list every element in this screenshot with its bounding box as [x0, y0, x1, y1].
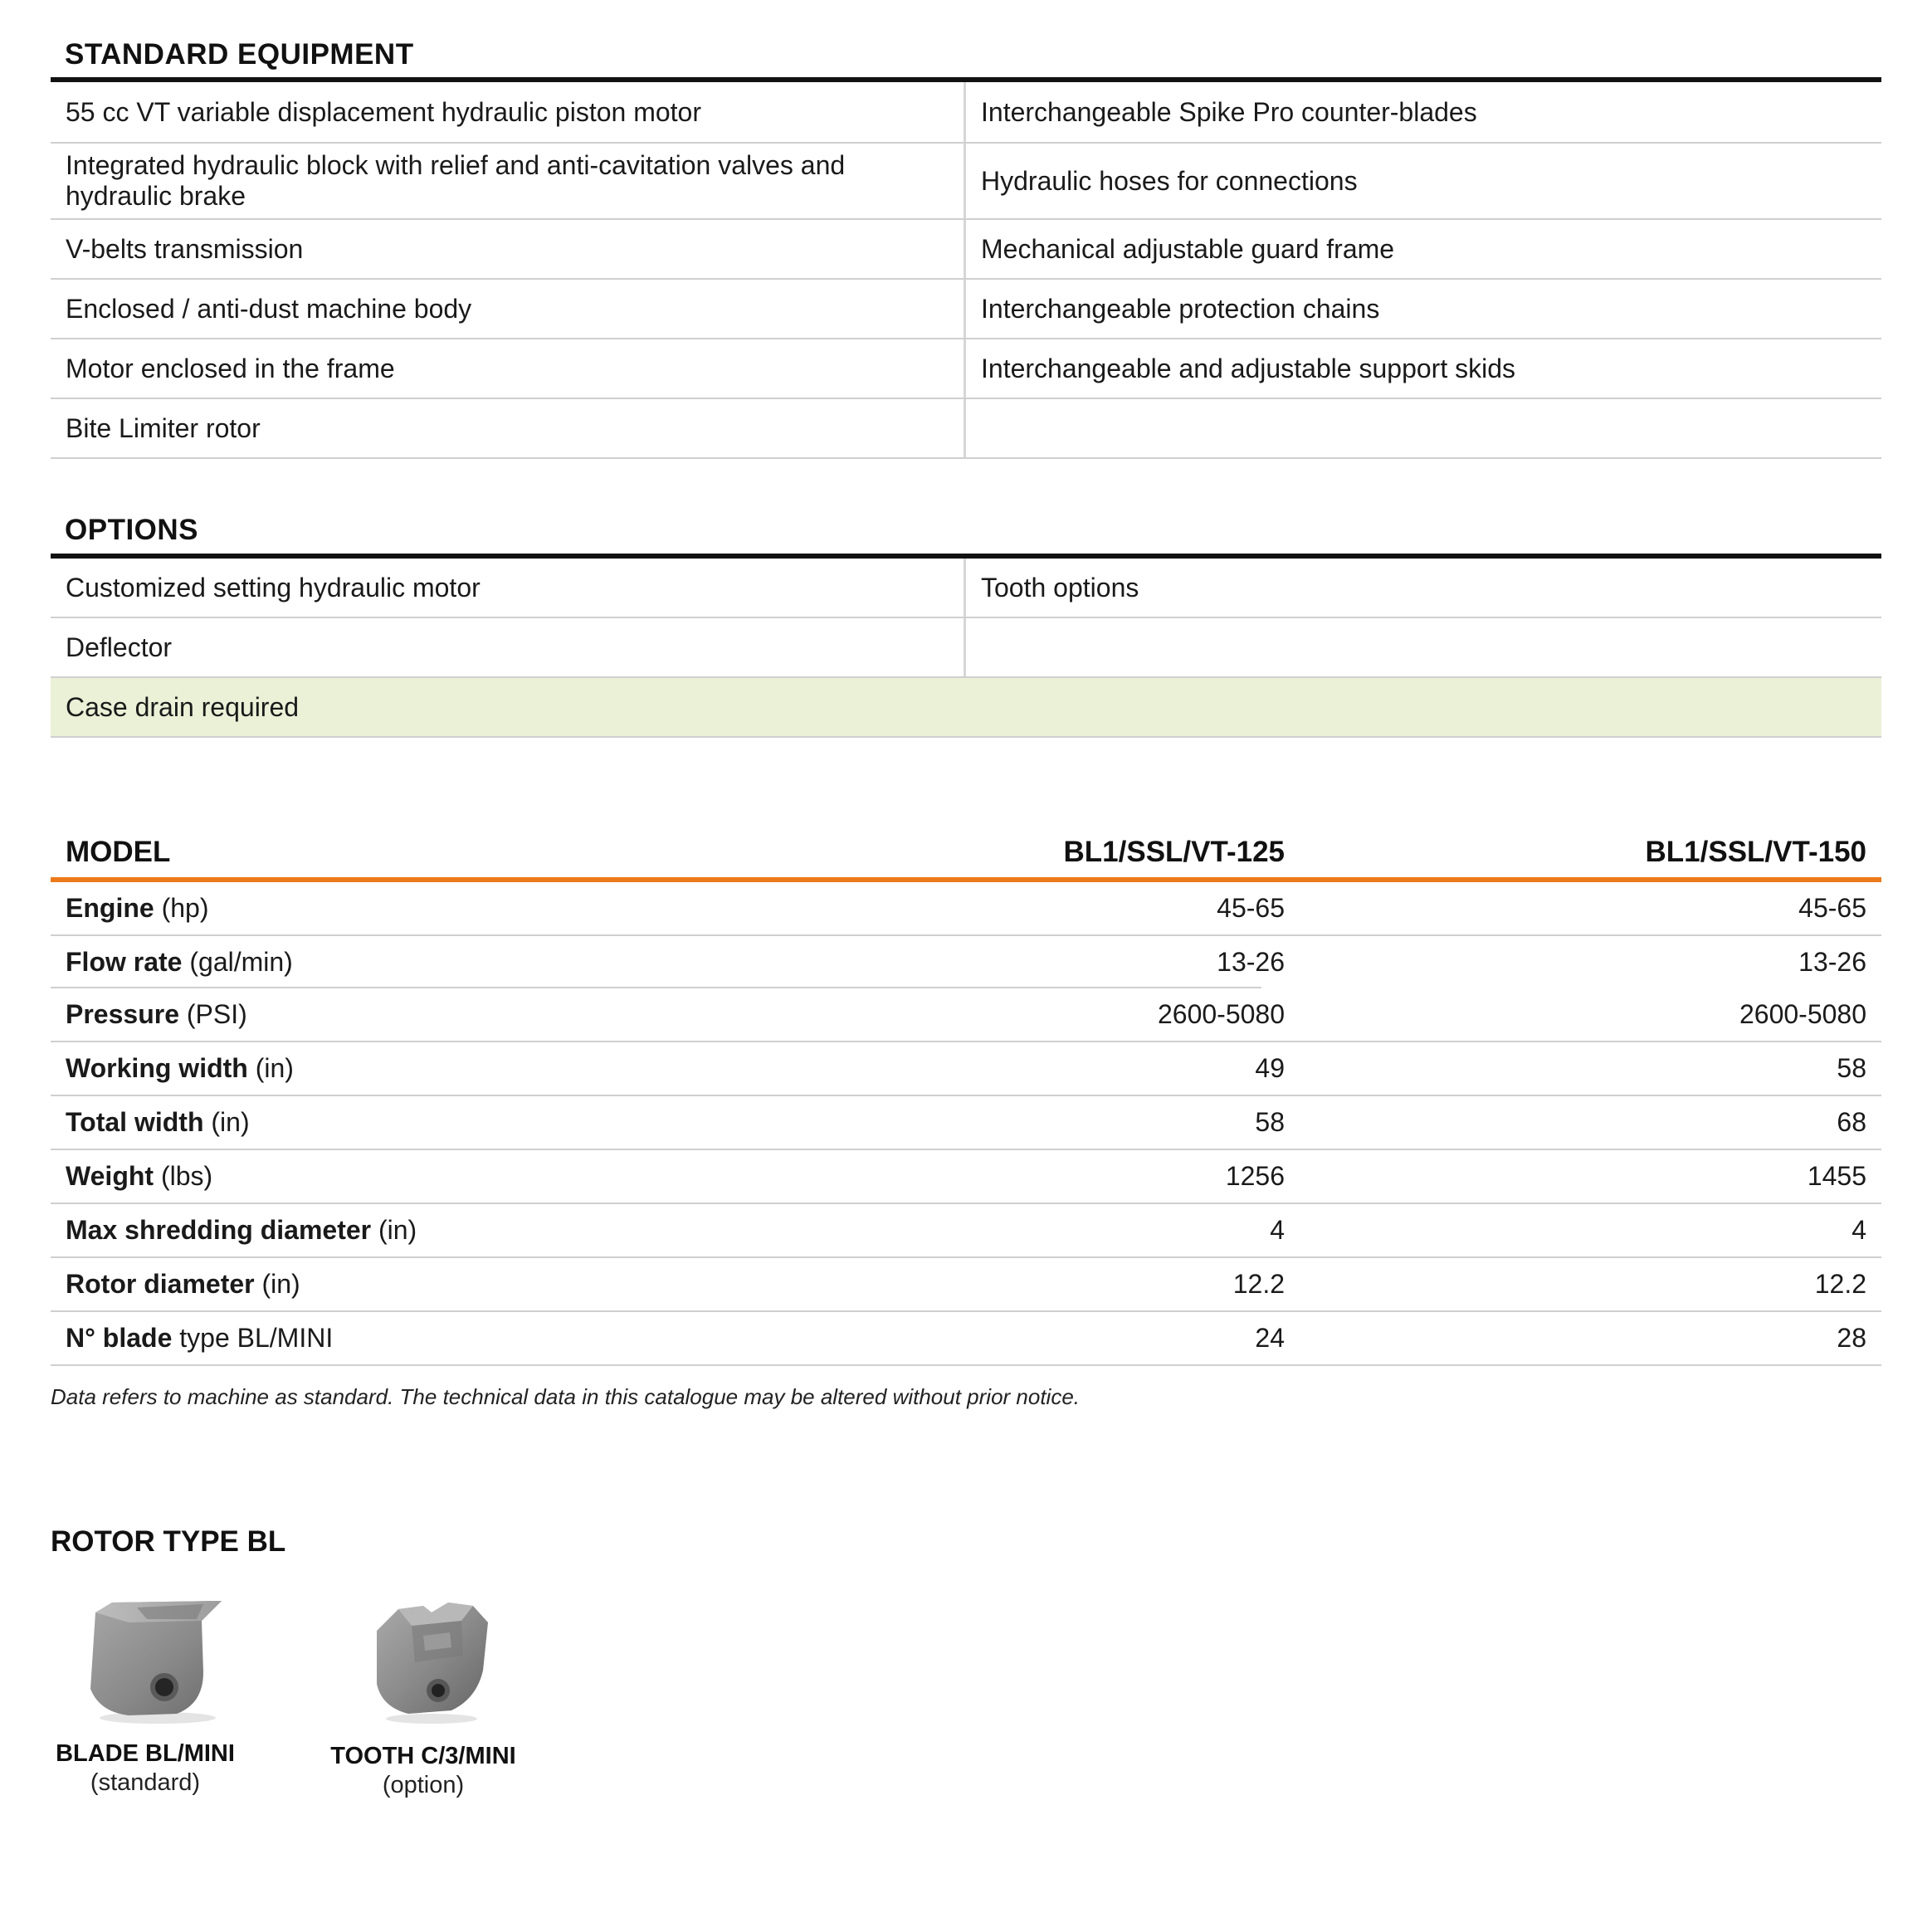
- model-b-header: BL1/SSL/VT-150: [1645, 836, 1866, 868]
- spec-value-b: 28: [1837, 1323, 1866, 1353]
- table-row: [51, 1042, 1881, 1096]
- spec-value-b: 58: [1837, 1053, 1866, 1083]
- spec-value-a: 49: [1255, 1053, 1285, 1083]
- spec-value-a: 1256: [1225, 1161, 1285, 1191]
- model-a-header: BL1/SSL/VT-125: [1063, 836, 1285, 868]
- spec-label: [51, 999, 964, 1030]
- list-item: Integrated hydraulic block with relief and anti-cavitation valves and hydraulic brake: [51, 144, 966, 218]
- spec-value-a: 58: [1255, 1107, 1285, 1137]
- options-list: [51, 554, 1881, 738]
- spec-unit: (in): [203, 1107, 250, 1137]
- spec-value-b: 4: [1852, 1215, 1866, 1245]
- table-row: [51, 1096, 1881, 1150]
- spec-name: Total width: [66, 1107, 204, 1137]
- spec-label: [51, 1269, 964, 1300]
- list-row: [51, 618, 1881, 678]
- model-header: MODEL: [66, 836, 171, 868]
- case-drain-notice: [51, 678, 1881, 738]
- disclaimer-note: Data refers to machine as standard. The technical data in this catalogue may be altered without prior notice.: [51, 1384, 1081, 1409]
- spec-label: [51, 1215, 964, 1246]
- spec-label: [51, 893, 964, 924]
- table-row: [51, 988, 1881, 1042]
- list-item: 55 cc VT variable displacement hydraulic piston motor: [51, 82, 966, 142]
- spec-label: [51, 1053, 964, 1084]
- list-item: Interchangeable protection chains: [981, 293, 1380, 324]
- part-sub: (standard): [90, 1769, 201, 1796]
- list-item: Hydraulic hoses for connections: [981, 165, 1358, 196]
- tooth-image: [365, 1598, 494, 1726]
- list-row: [51, 82, 1881, 144]
- spec-value-a: 4: [1270, 1215, 1285, 1245]
- spec-label: [51, 1107, 964, 1138]
- table-row: [51, 882, 1881, 936]
- standard-equipment-list: [51, 77, 1881, 459]
- blade-part: [33, 1740, 257, 1797]
- list-item: [966, 618, 1881, 676]
- table-row: [51, 1204, 1881, 1258]
- spec-label: [51, 1323, 964, 1354]
- part-name: TOOTH C/3/MINI: [330, 1743, 516, 1769]
- list-item: Motor enclosed in the frame: [51, 339, 966, 398]
- tooth-part: [311, 1743, 535, 1799]
- list-row: [51, 559, 1881, 618]
- part-name: BLADE BL/MINI: [56, 1740, 235, 1767]
- list-row: [51, 280, 1881, 339]
- spec-value-b: 1455: [1807, 1161, 1866, 1191]
- list-item: Bite Limiter rotor: [51, 399, 966, 457]
- spec-unit: (lbs): [154, 1161, 213, 1191]
- table-row: [51, 1258, 1881, 1312]
- spec-name: Pressure: [66, 999, 179, 1029]
- list-item: Case drain required: [66, 691, 300, 722]
- spec-name: Engine: [66, 893, 154, 923]
- spec-name: Flow rate: [66, 947, 183, 977]
- spec-table-header: [51, 826, 1881, 882]
- spec-unit: type BL/MINI: [172, 1323, 334, 1353]
- list-item: [966, 399, 1881, 457]
- part-sub: (option): [382, 1772, 465, 1798]
- rotor-type-title: ROTOR TYPE BL: [51, 1525, 286, 1558]
- standard-equipment-title: STANDARD EQUIPMENT: [65, 38, 414, 71]
- list-item: Tooth options: [981, 572, 1139, 603]
- spec-label: [51, 1161, 964, 1192]
- list-item: V-belts transmission: [51, 220, 966, 278]
- spec-value-b: 68: [1837, 1107, 1866, 1137]
- spec-name: Max shredding diameter: [66, 1215, 372, 1245]
- blade-image: [79, 1598, 228, 1726]
- spec-value-b: 45-65: [1798, 893, 1866, 923]
- spec-table: [51, 826, 1881, 1366]
- list-item: Customized setting hydraulic motor: [51, 559, 966, 617]
- options-title: OPTIONS: [65, 514, 199, 546]
- spec-value-a: 45-65: [1217, 893, 1285, 923]
- spec-name: Weight: [66, 1161, 154, 1191]
- spec-unit: (in): [254, 1269, 300, 1299]
- spec-value-b: 12.2: [1814, 1269, 1866, 1299]
- spec-value-b: 2600-5080: [1739, 999, 1866, 1029]
- list-item: Interchangeable Spike Pro counter-blades: [981, 96, 1477, 127]
- spec-value-a: 2600-5080: [1157, 999, 1285, 1029]
- spec-value-a: 13-26: [1217, 947, 1285, 977]
- list-row: [51, 144, 1881, 220]
- table-row: [51, 936, 1881, 988]
- list-item: Mechanical adjustable guard frame: [981, 233, 1395, 264]
- spec-value-b: 13-26: [1798, 947, 1866, 977]
- list-item: Interchangeable and adjustable support skids: [981, 353, 1515, 383]
- list-row: [51, 399, 1881, 459]
- spec-unit: (PSI): [178, 999, 247, 1029]
- spec-name: Working width: [66, 1053, 248, 1083]
- list-item: Deflector: [51, 618, 966, 676]
- spec-value-a: 12.2: [1232, 1269, 1285, 1299]
- spec-name: Rotor diameter: [66, 1269, 255, 1299]
- spec-name: N° blade: [66, 1323, 173, 1353]
- table-row: [51, 1150, 1881, 1204]
- list-item: Enclosed / anti-dust machine body: [51, 280, 966, 338]
- spec-value-a: 24: [1255, 1323, 1285, 1353]
- spec-unit: (gal/min): [182, 947, 293, 977]
- list-row: [51, 339, 1881, 399]
- spec-unit: (in): [371, 1215, 417, 1245]
- spec-label: [51, 947, 964, 978]
- table-row: [51, 1312, 1881, 1366]
- spec-unit: (hp): [154, 893, 209, 923]
- list-row: [51, 220, 1881, 280]
- spec-unit: (in): [247, 1053, 294, 1083]
